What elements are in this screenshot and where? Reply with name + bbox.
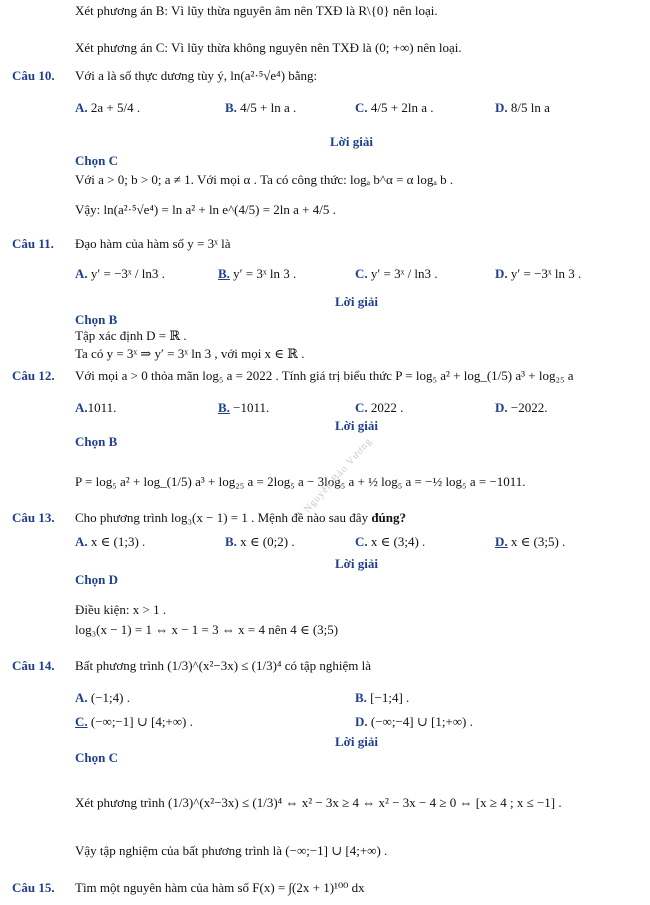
q13-option-b — [225, 534, 295, 550]
opt-value: (−1;4) . — [90, 690, 130, 705]
q10-option-a — [75, 100, 140, 116]
q10-solution-line-2: Vậy: ln(a²·⁵√e⁴) = ln a² + ln e^(4/5) = 2ln a + 4/5 . — [75, 202, 336, 217]
q10-answer: Chọn C — [75, 153, 118, 168]
q10-option-c — [355, 100, 433, 116]
question-10-number: Câu 10. — [12, 68, 55, 83]
question-15-number: Câu 15. — [12, 880, 55, 895]
q11-solution-line-1: Tập xác định D = ℝ . — [75, 328, 187, 343]
opt-value: −2022. — [510, 400, 548, 415]
opt-label: D. — [355, 714, 368, 729]
q13-answer: Chọn D — [75, 572, 118, 587]
q11-option-a — [75, 266, 165, 282]
q10-option-b — [225, 100, 296, 116]
opt-label: B. — [218, 400, 230, 415]
q14-option-a — [75, 690, 130, 706]
q12-answer: Chọn B — [75, 434, 118, 449]
opt-value: (−∞;−4] ∪ [1;+∞) . — [370, 714, 473, 729]
q14-solution-line-1: Xét phương trình (1/3)^(x²−3x) ≤ (1/3)⁴ ⇔ x² − 3x ≥ 4 ⇔ x² − 3x − 4 ≥ 0 ⇔ [x ≥ 4 ; x ≤ −1] . — [75, 795, 562, 810]
opt-value: 8/5 ln a — [510, 100, 550, 115]
q13-option-d — [495, 534, 565, 550]
intro-line-c: Xét phương án C: Vì lũy thừa không nguyên nên TXĐ là (0; +∞) nên loại. — [75, 40, 462, 55]
q14-option-d — [355, 714, 473, 730]
opt-value: (−∞;−1] ∪ [4;+∞) . — [90, 714, 193, 729]
opt-value: x ∈ (1;3) . — [90, 534, 146, 549]
opt-value: x ∈ (0;2) . — [240, 534, 295, 549]
opt-value: 2022 . — [370, 400, 404, 415]
opt-value: x ∈ (3;4) . — [370, 534, 426, 549]
q13-option-c — [355, 534, 425, 550]
question-11-text: Đạo hàm của hàm số y = 3ˣ là — [75, 236, 231, 251]
opt-label: B. — [225, 534, 237, 549]
opt-label: D. — [495, 534, 508, 549]
q14-solution-heading: Lời giải — [335, 734, 378, 749]
q11-answer: Chọn B — [75, 312, 118, 327]
opt-label: B. — [355, 690, 367, 705]
opt-value: 4/5 + 2ln a . — [370, 100, 434, 115]
q13-option-a — [75, 534, 145, 550]
q10-option-d — [495, 100, 550, 116]
q12-solution-line-1: P = log₅ a² + log_(1/5) a³ + log₂₅ a = 2log₅ a − 3log₅ a + ½ log₅ a = −½ log₅ a = −1011. — [75, 474, 526, 489]
opt-label: A. — [75, 690, 88, 705]
watermark-text: Nguyễn Bảo Vương — [301, 435, 375, 516]
opt-label: C. — [355, 100, 368, 115]
opt-value: y′ = 3ˣ ln 3 . — [233, 266, 297, 281]
q14-option-b — [355, 690, 409, 706]
q13-solution-heading: Lời giải — [335, 556, 378, 571]
q13-solution-line-2: log₃(x − 1) = 1 ⇔ x − 1 = 3 ⇔ x = 4 nên 4 ∈ (3;5) — [75, 622, 339, 637]
opt-label: B. — [218, 266, 230, 281]
opt-value: 1011. — [87, 400, 117, 415]
opt-label: D. — [495, 400, 508, 415]
question-15-text: Tìm một nguyên hàm của hàm số F(x) = ∫(2x + 1)¹⁰⁰ dx — [75, 880, 365, 895]
opt-label: C. — [355, 266, 368, 281]
opt-value: y′ = 3ˣ / ln3 . — [370, 266, 438, 281]
q11-option-d — [495, 266, 581, 282]
opt-value: 2a + 5/4 . — [90, 100, 141, 115]
intro-line-b: Xét phương án B: Vì lũy thừa nguyên âm nên TXĐ là R\{0} nên loại. — [75, 3, 438, 18]
q11-option-b — [218, 266, 296, 282]
opt-value: [−1;4] . — [370, 690, 410, 705]
opt-label: A. — [75, 100, 88, 115]
q14-option-c — [75, 714, 193, 730]
q12-option-b — [218, 400, 269, 416]
q11-solution-heading: Lời giải — [335, 294, 378, 309]
opt-label: C. — [355, 400, 368, 415]
question-14-text: Bất phương trình (1/3)^(x²−3x) ≤ (1/3)⁴ có tập nghiệm là — [75, 658, 371, 673]
opt-value: y′ = −3ˣ / ln3 . — [90, 266, 165, 281]
q14-answer: Chọn C — [75, 750, 118, 765]
question-14-number: Câu 14. — [12, 658, 55, 673]
q11-solution-line-2: Ta có y = 3ˣ ⇒ y′ = 3ˣ ln 3 , với mọi x ∈ ℝ . — [75, 346, 305, 361]
q12-option-a — [75, 400, 116, 416]
opt-value: y′ = −3ˣ ln 3 . — [510, 266, 582, 281]
opt-value: x ∈ (3;5) . — [510, 534, 566, 549]
question-13-number: Câu 13. — [12, 510, 55, 525]
q14-solution-line-2: Vậy tập nghiệm của bất phương trình là (−∞;−1] ∪ [4;+∞) . — [75, 843, 388, 858]
opt-label: B. — [225, 100, 237, 115]
q10-solution-line-1: Với a > 0; b > 0; a ≠ 1. Với mọi α . Ta có công thức: logₐ b^α = α logₐ b . — [75, 172, 454, 187]
opt-label: A. — [75, 400, 88, 415]
opt-label: C. — [75, 714, 88, 729]
opt-label: D. — [495, 100, 508, 115]
opt-value: −1011. — [233, 400, 270, 415]
q13-solution-line-1: Điều kiện: x > 1 . — [75, 602, 167, 617]
question-11-number: Câu 11. — [12, 236, 54, 251]
question-12-text: Với mọi a > 0 thỏa mãn log₅ a = 2022 . Tính giá trị biểu thức P = log₅ a² + log_(1/5) a³ + log₂₅ a — [75, 368, 574, 383]
q12-option-c — [355, 400, 403, 416]
q13-text-main: Cho phương trình log₃(x − 1) = 1 . Mệnh đề nào sau đây — [75, 510, 372, 525]
opt-label: A. — [75, 266, 88, 281]
q12-option-d — [495, 400, 547, 416]
question-12-number: Câu 12. — [12, 368, 55, 383]
opt-label: A. — [75, 534, 88, 549]
opt-label: D. — [495, 266, 508, 281]
opt-value: 4/5 + ln a . — [240, 100, 297, 115]
question-10-text: Với a là số thực dương tùy ý, ln(a²·⁵√e⁴) bằng: — [75, 68, 318, 83]
q13-text-emphasis: đúng? — [371, 510, 407, 525]
opt-label: C. — [355, 534, 368, 549]
q10-solution-heading: Lời giải — [330, 134, 373, 149]
q11-option-c — [355, 266, 438, 282]
question-13-text — [75, 510, 406, 526]
q12-solution-heading: Lời giải — [335, 418, 378, 433]
